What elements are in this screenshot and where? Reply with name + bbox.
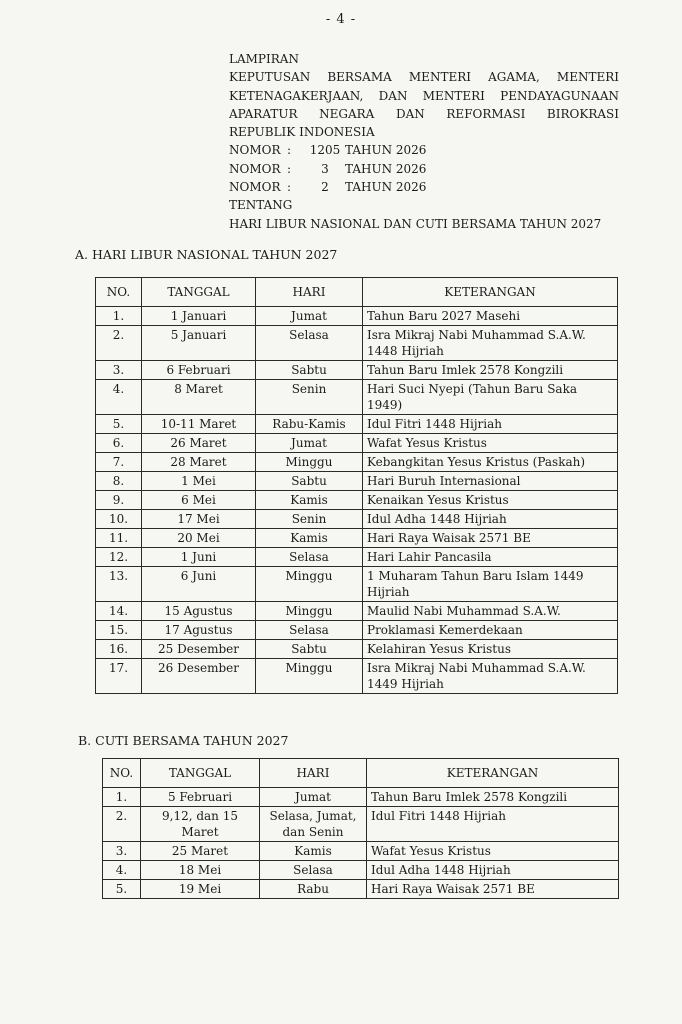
row-description: Maulid Nabi Muhammad S.A.W. <box>363 602 618 621</box>
row-day: Selasa <box>260 861 367 880</box>
row-day: Jumat <box>260 788 367 807</box>
row-number: 5. <box>96 415 142 434</box>
row-number: 15. <box>96 621 142 640</box>
row-number: 1. <box>96 307 142 326</box>
row-date: 20 Mei <box>142 529 256 548</box>
row-number: 10. <box>96 510 142 529</box>
row-date: 5 Februari <box>141 788 260 807</box>
row-date: 10-11 Maret <box>142 415 256 434</box>
column-header-no: NO. <box>96 278 142 307</box>
row-day: Selasa, Jumat, dan Senin <box>260 807 367 842</box>
row-day: Minggu <box>256 567 363 602</box>
column-header-keterangan: KETERANGAN <box>363 278 618 307</box>
column-header-hari: HARI <box>260 759 367 788</box>
nomor-line: NOMOR : 3 TAHUN 2026 <box>229 161 427 176</box>
row-number: 2. <box>103 807 141 842</box>
row-day: Minggu <box>256 659 363 694</box>
row-description: Idul Fitri 1448 Hijriah <box>363 415 618 434</box>
table-row <box>96 307 618 326</box>
table-header-row <box>103 759 619 788</box>
row-day: Rabu-Kamis <box>256 415 363 434</box>
row-number: 17. <box>96 659 142 694</box>
table-row <box>96 453 618 472</box>
table-row <box>103 880 619 899</box>
row-number: 12. <box>96 548 142 567</box>
row-date: 6 Juni <box>142 567 256 602</box>
row-day: Kamis <box>256 491 363 510</box>
row-description: Tahun Baru Imlek 2578 Kongzili <box>367 788 619 807</box>
row-day: Minggu <box>256 602 363 621</box>
table-row <box>103 842 619 861</box>
row-description: Idul Adha 1448 Hijriah <box>367 861 619 880</box>
row-date: 25 Desember <box>142 640 256 659</box>
column-header-tanggal: TANGGAL <box>141 759 260 788</box>
row-date: 26 Maret <box>142 434 256 453</box>
row-description: Kebangkitan Yesus Kristus (Paskah) <box>363 453 618 472</box>
table-row <box>103 861 619 880</box>
table-row <box>96 529 618 548</box>
table-row <box>96 415 618 434</box>
row-day: Selasa <box>256 548 363 567</box>
holiday-table <box>95 277 618 694</box>
table-row <box>96 602 618 621</box>
decree-subject: HARI LIBUR NASIONAL DAN CUTI BERSAMA TAHUN 2027 <box>229 216 602 231</box>
table-row <box>103 788 619 807</box>
row-number: 9. <box>96 491 142 510</box>
row-description: Hari Lahir Pancasila <box>363 548 618 567</box>
row-day: Minggu <box>256 453 363 472</box>
row-day: Jumat <box>256 434 363 453</box>
decree-title-line: REPUBLIK INDONESIA <box>229 125 375 140</box>
row-day: Senin <box>256 380 363 415</box>
row-description: Kenaikan Yesus Kristus <box>363 491 618 510</box>
table-row <box>96 640 618 659</box>
row-number: 14. <box>96 602 142 621</box>
row-day: Jumat <box>256 307 363 326</box>
row-number: 4. <box>103 861 141 880</box>
page-number: - 4 - <box>325 12 357 27</box>
row-date: 6 Februari <box>142 361 256 380</box>
row-date: 1 Mei <box>142 472 256 491</box>
decree-title-line: KEPUTUSAN BERSAMA MENTERI AGAMA, MENTERI <box>229 70 619 85</box>
column-header-keterangan: KETERANGAN <box>367 759 619 788</box>
row-description: Wafat Yesus Kristus <box>363 434 618 453</box>
row-number: 8. <box>96 472 142 491</box>
row-date: 9,12, dan 15 Maret <box>141 807 260 842</box>
table-row <box>96 567 618 602</box>
row-date: 1 Juni <box>142 548 256 567</box>
row-number: 6. <box>96 434 142 453</box>
row-date: 18 Mei <box>141 861 260 880</box>
table-row <box>96 380 618 415</box>
row-number: 16. <box>96 640 142 659</box>
row-date: 25 Maret <box>141 842 260 861</box>
column-header-no: NO. <box>103 759 141 788</box>
row-number: 4. <box>96 380 142 415</box>
row-day: Selasa <box>256 621 363 640</box>
table-row <box>96 361 618 380</box>
row-day: Selasa <box>256 326 363 361</box>
nomor-line: NOMOR : 1205 TAHUN 2026 <box>229 143 427 158</box>
row-number: 3. <box>96 361 142 380</box>
row-day: Rabu <box>260 880 367 899</box>
row-description: Hari Buruh Internasional <box>363 472 618 491</box>
row-number: 2. <box>96 326 142 361</box>
row-description: Idul Adha 1448 Hijriah <box>363 510 618 529</box>
lampiran-label: LAMPIRAN <box>229 52 299 66</box>
row-date: 6 Mei <box>142 491 256 510</box>
row-description: Wafat Yesus Kristus <box>367 842 619 861</box>
section-a-title: A. HARI LIBUR NASIONAL TAHUN 2027 <box>75 247 338 262</box>
row-number: 5. <box>103 880 141 899</box>
row-date: 8 Maret <box>142 380 256 415</box>
row-number: 11. <box>96 529 142 548</box>
table-row <box>96 326 618 361</box>
row-date: 17 Mei <box>142 510 256 529</box>
nomor-line: NOMOR : 2 TAHUN 2026 <box>229 180 427 195</box>
decree-title-line: KETENAGAKERJAAN, DAN MENTERI PENDAYAGUNAAN <box>229 88 619 103</box>
decree-header <box>229 50 619 233</box>
table-row <box>96 434 618 453</box>
row-description: 1 Muharam Tahun Baru Islam 1449 Hijriah <box>363 567 618 602</box>
row-description: Hari Raya Waisak 2571 BE <box>363 529 618 548</box>
row-description: Idul Fitri 1448 Hijriah <box>367 807 619 842</box>
table-row <box>96 621 618 640</box>
row-day: Kamis <box>260 842 367 861</box>
row-date: 17 Agustus <box>142 621 256 640</box>
table-row <box>96 659 618 694</box>
row-day: Sabtu <box>256 472 363 491</box>
row-description: Tahun Baru Imlek 2578 Kongzili <box>363 361 618 380</box>
section-b-title: B. CUTI BERSAMA TAHUN 2027 <box>78 733 289 748</box>
row-day: Senin <box>256 510 363 529</box>
table-header-row <box>96 278 618 307</box>
row-description: Proklamasi Kemerdekaan <box>363 621 618 640</box>
table-row <box>103 807 619 842</box>
row-number: 13. <box>96 567 142 602</box>
row-description: Tahun Baru 2027 Masehi <box>363 307 618 326</box>
row-description: Isra Mikraj Nabi Muhammad S.A.W. 1448 Hijriah <box>363 326 618 361</box>
row-date: 1 Januari <box>142 307 256 326</box>
cuti-bersama-table <box>102 758 619 899</box>
row-description: Kelahiran Yesus Kristus <box>363 640 618 659</box>
table-row <box>96 548 618 567</box>
row-day: Sabtu <box>256 640 363 659</box>
row-date: 28 Maret <box>142 453 256 472</box>
column-header-tanggal: TANGGAL <box>142 278 256 307</box>
row-day: Sabtu <box>256 361 363 380</box>
table-row <box>96 510 618 529</box>
row-date: 26 Desember <box>142 659 256 694</box>
row-date: 15 Agustus <box>142 602 256 621</box>
row-date: 5 Januari <box>142 326 256 361</box>
table-row <box>96 472 618 491</box>
row-date: 19 Mei <box>141 880 260 899</box>
row-description: Hari Raya Waisak 2571 BE <box>367 880 619 899</box>
row-number: 7. <box>96 453 142 472</box>
row-description: Isra Mikraj Nabi Muhammad S.A.W. 1449 Hijriah <box>363 659 618 694</box>
row-number: 1. <box>103 788 141 807</box>
column-header-hari: HARI <box>256 278 363 307</box>
tentang-label: TENTANG <box>229 198 293 213</box>
row-day: Kamis <box>256 529 363 548</box>
table-row <box>96 491 618 510</box>
row-number: 3. <box>103 842 141 861</box>
decree-title-line: APARATUR NEGARA DAN REFORMASI BIROKRASI <box>229 106 619 121</box>
row-description: Hari Suci Nyepi (Tahun Baru Saka 1949) <box>363 380 618 415</box>
